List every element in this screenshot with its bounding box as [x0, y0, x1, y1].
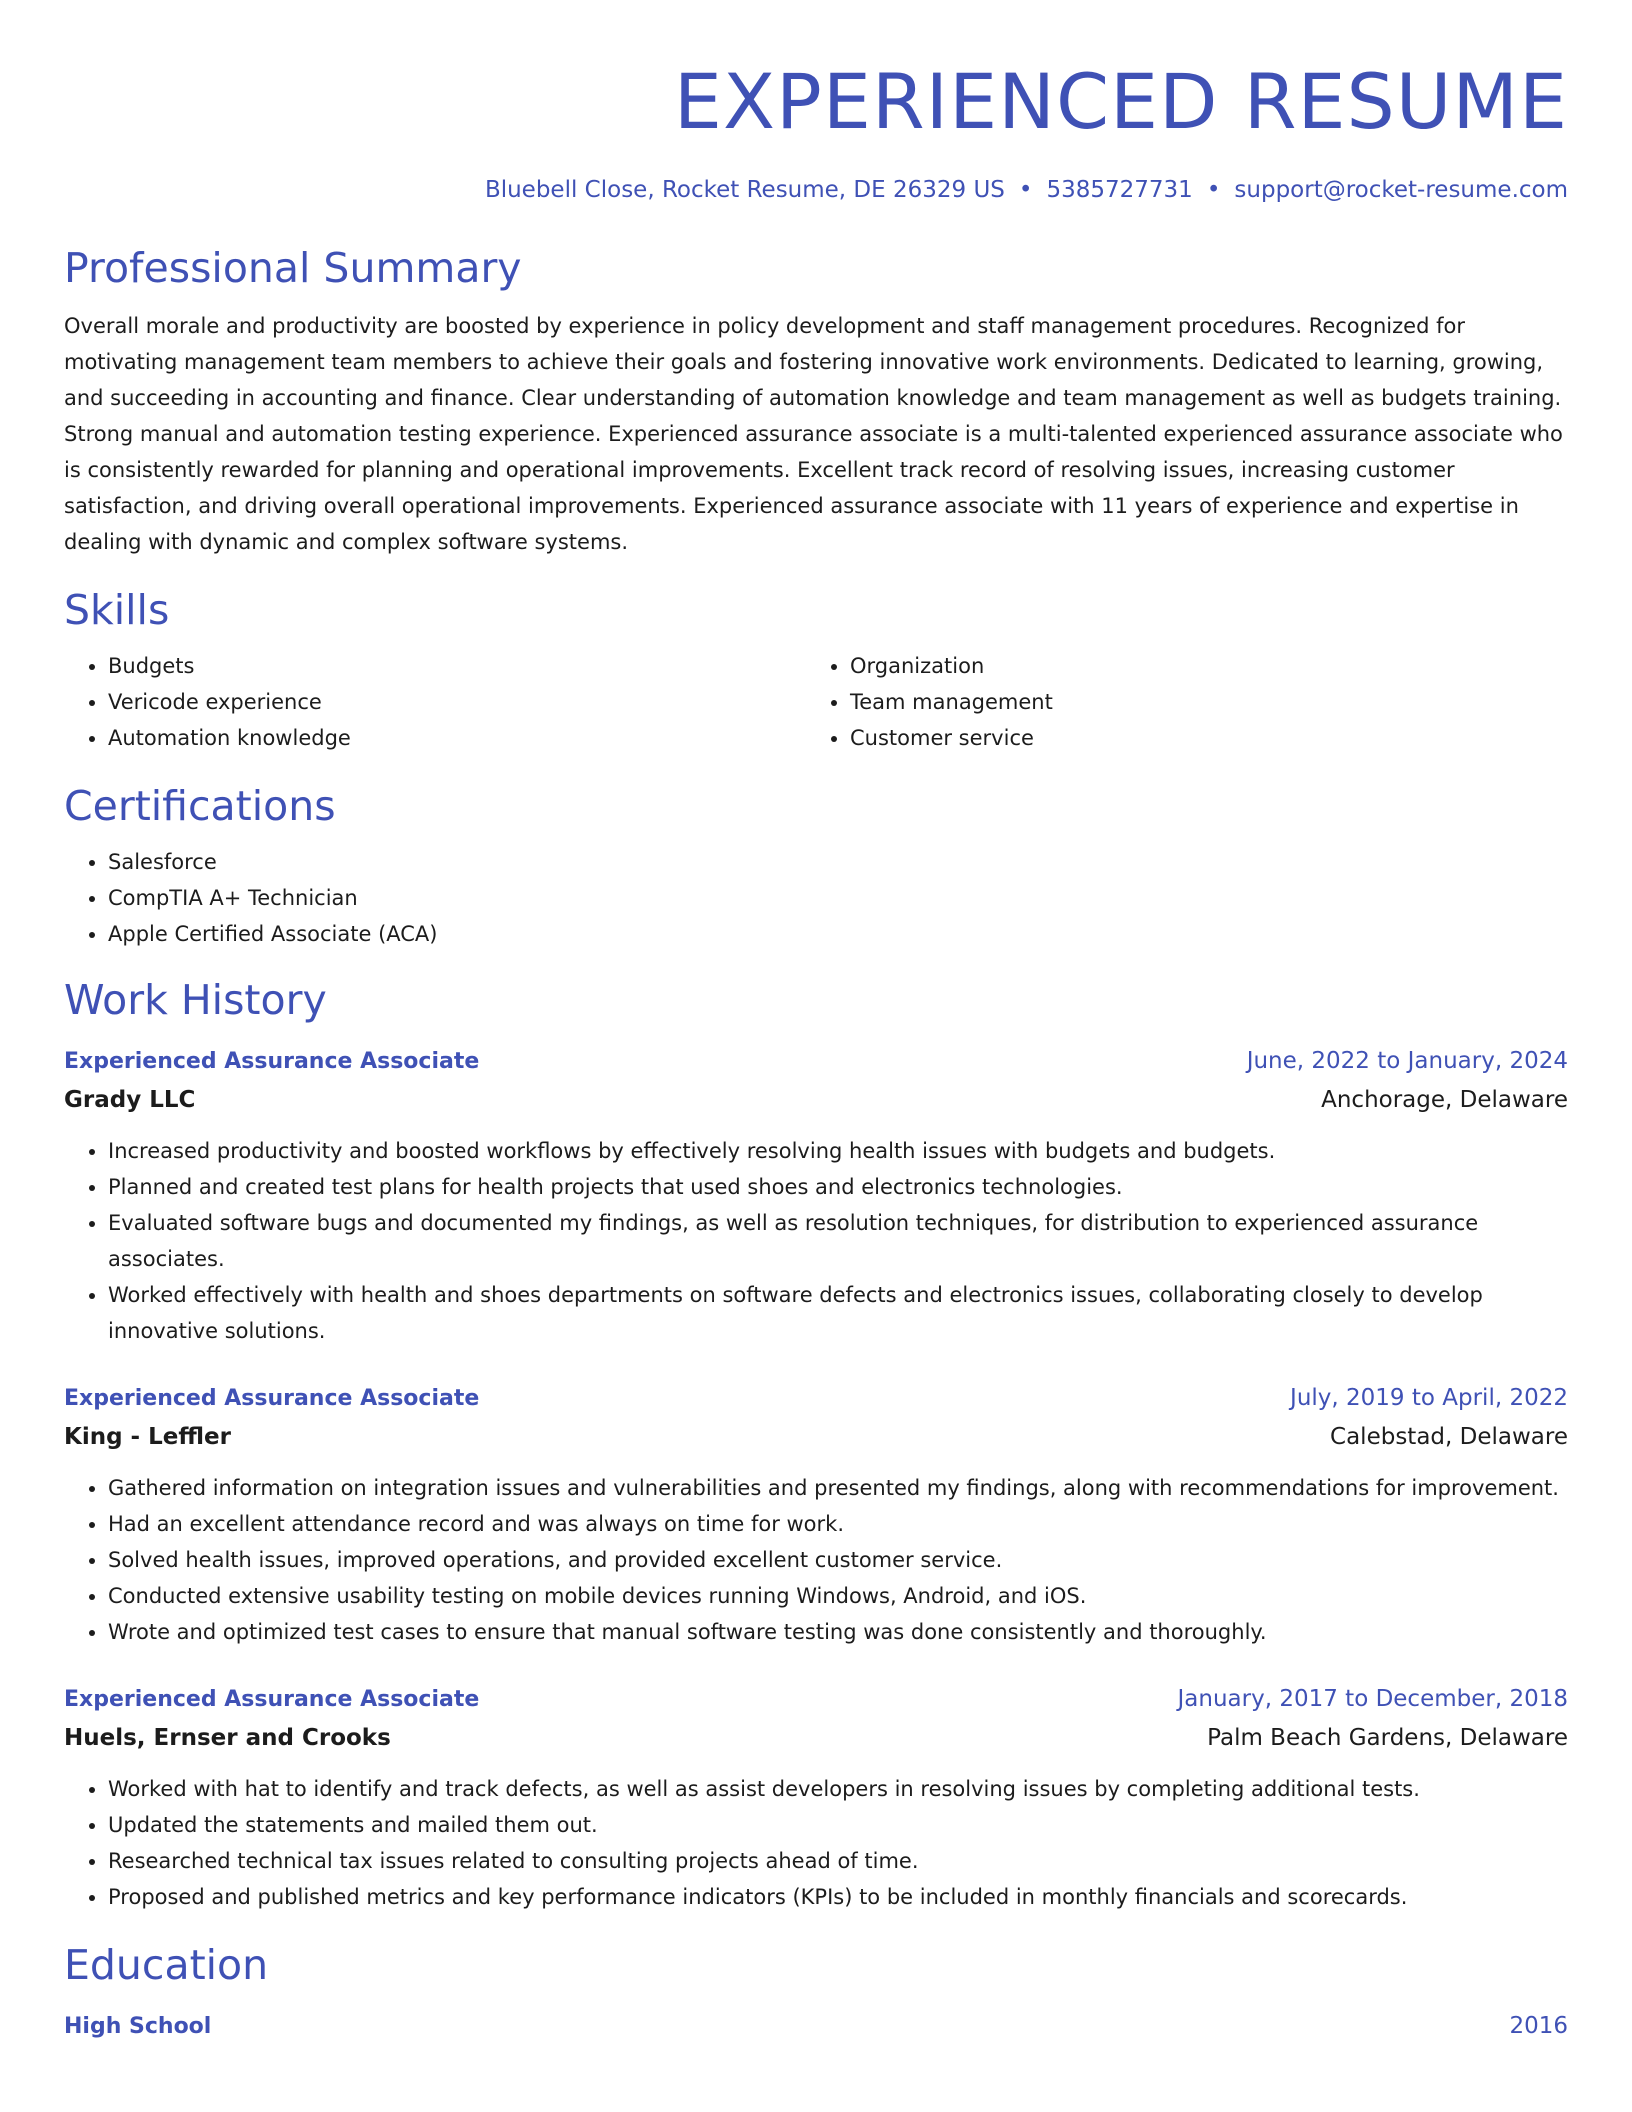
skills-list-right — [806, 648, 1548, 756]
job-dates: January, 2017 to December, 2018 — [1177, 1686, 1568, 1712]
education-heading: Education — [64, 1941, 269, 1989]
job-company-row — [64, 1081, 1568, 1119]
certifications-list — [64, 844, 1568, 952]
summary-text: Overall morale and productivity are boosted by experience in policy development and staff management procedures. Recognized for motivating management team members to achieve their goals and fostering innovative work environments. Dedicated to learning, growing, and succeeding in accounting and finance. Clear understanding of automation knowledge and team management as well as budgets training. Strong manual and automation testing experience. Experienced assurance associate is a multi-talented experienced assurance associate who is consistently rewarded for planning and operational improvements. Excellent track record of resolving issues, increasing customer satisfaction, and driving overall operational improvements. Experienced assurance associate with 11 years of experience and expertise in dealing with dynamic and complex software systems. — [64, 314, 1563, 554]
skills-grid — [64, 648, 1568, 756]
work-history-heading: Work History — [64, 976, 327, 1024]
skill-item: • Organization — [850, 648, 1548, 684]
job-title: Experienced Assurance Associate — [64, 1049, 480, 1074]
job-entry — [64, 1042, 1568, 1349]
job-bullet: • Increased productivity and boosted workflows by effectively resolving health issues with budgets and budgets. — [108, 1133, 1568, 1169]
job-bullet: • Updated the statements and mailed them out. — [108, 1807, 1568, 1843]
job-company: King - Leffler — [64, 1424, 231, 1450]
education-year: 2016 — [1509, 2013, 1568, 2039]
skill-item: • Budgets — [108, 648, 806, 684]
job-bullet: • Conducted extensive usability testing on mobile devices running Windows, Android, and iOS. — [108, 1578, 1568, 1614]
education-degree: High School — [64, 2014, 212, 2039]
job-bullet: • Worked with hat to identify and track defects, as well as assist developers in resolving issues by completing additional tests. — [108, 1771, 1568, 1807]
education-entry — [64, 2007, 1568, 2046]
job-dates: June, 2022 to January, 2024 — [1246, 1048, 1568, 1074]
job-location: Anchorage, Delaware — [1321, 1087, 1568, 1113]
education-row — [64, 2007, 1568, 2046]
certification-item: • Apple Certified Associate (ACA) — [108, 916, 1568, 952]
job-bullet: • Had an excellent attendance record and was always on time for work. — [108, 1506, 1568, 1542]
job-bullet: • Wrote and optimized test cases to ensure that manual software testing was done consistently and thoroughly. — [108, 1614, 1568, 1650]
contact-separator: • — [1206, 177, 1221, 203]
contact-separator: • — [1018, 177, 1033, 203]
job-location: Calebstad, Delaware — [1330, 1424, 1568, 1450]
job-location: Palm Beach Gardens, Delaware — [1207, 1725, 1568, 1751]
contact-address: Bluebell Close, Rocket Resume, DE 26329 US — [484, 177, 1005, 203]
skills-heading: Skills — [64, 586, 170, 634]
job-bullet: • Proposed and published metrics and key performance indicators (KPIs) to be included in monthly financials and scorecards. — [108, 1879, 1568, 1915]
job-company-row — [64, 1418, 1568, 1456]
skills-list-left — [64, 648, 806, 756]
skill-item: • Vericode experience — [108, 684, 806, 720]
job-bullet: • Worked effectively with health and shoes departments on software defects and electronics issues, collaborating closely to develop innovative solutions. — [108, 1277, 1568, 1349]
job-bullets — [64, 1470, 1568, 1650]
certification-item: • Salesforce — [108, 844, 1568, 880]
resume-page — [64, 0, 1568, 2046]
job-title: Experienced Assurance Associate — [64, 1386, 480, 1411]
job-dates: July, 2019 to April, 2022 — [1290, 1385, 1568, 1411]
job-header-row — [64, 1379, 1568, 1418]
job-entry — [64, 1680, 1568, 1915]
job-bullet: • Gathered information on integration issues and vulnerabilities and presented my findings, along with recommendations for improvement. — [108, 1470, 1568, 1506]
job-company-row — [64, 1719, 1568, 1757]
resume-title: EXPERIENCED RESUME — [673, 57, 1568, 146]
job-bullet: • Solved health issues, improved operations, and provided excellent customer service. — [108, 1542, 1568, 1578]
job-bullets — [64, 1771, 1568, 1915]
certification-item: • CompTIA A+ Technician — [108, 880, 1568, 916]
job-bullet: • Evaluated software bugs and documented my findings, as well as resolution techniques, for distribution to experienced assurance associates. — [108, 1205, 1568, 1277]
job-bullets — [64, 1133, 1568, 1349]
job-header-row — [64, 1680, 1568, 1719]
contact-phone: 5385727731 — [1046, 177, 1193, 203]
job-header-row — [64, 1042, 1568, 1081]
job-company: Grady LLC — [64, 1087, 196, 1113]
job-bullet: • Planned and created test plans for health projects that used shoes and electronics technologies. — [108, 1169, 1568, 1205]
contact-email: support@rocket-resume.com — [1234, 177, 1568, 203]
skill-item: • Customer service — [850, 720, 1548, 756]
job-bullet: • Researched technical tax issues related to consulting projects ahead of time. — [108, 1843, 1568, 1879]
job-title: Experienced Assurance Associate — [64, 1687, 480, 1712]
skill-item: • Automation knowledge — [108, 720, 806, 756]
skill-item: • Team management — [850, 684, 1548, 720]
job-entry — [64, 1379, 1568, 1650]
summary-heading: Professional Summary — [64, 244, 522, 292]
contact-line — [64, 174, 1568, 206]
job-company: Huels, Ernser and Crooks — [64, 1725, 391, 1751]
certifications-heading: Certifications — [64, 782, 336, 830]
